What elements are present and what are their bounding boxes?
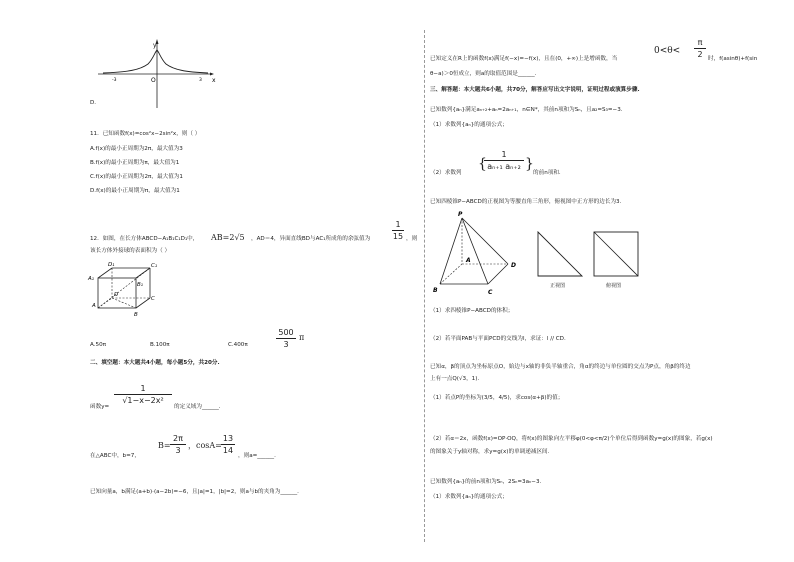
function-graph: [98, 38, 218, 108]
label-d1: D₁: [108, 262, 115, 268]
q17-frac-den: aₙ₊₁ aₙ₊₂: [487, 162, 521, 171]
label-a1: A₁: [88, 276, 94, 282]
q17-fraction: [484, 150, 524, 171]
q17-part2-suffix: 的前n项和.: [533, 170, 561, 176]
q14-prefix: 在△ABC中，b=7，: [90, 453, 140, 459]
q12-option-c: C.400π: [228, 342, 248, 348]
option-d-label: D.: [90, 100, 97, 106]
q11-stem: 11．已知函数f(x)=cos²x−2sin²x，则（ ）: [90, 131, 201, 137]
q12-option-d-fraction: [276, 328, 296, 349]
q12-stem-a: 12．如图，在长方体ABCD−A₁B₁C₁D₁中，: [90, 236, 199, 242]
label-a: A: [92, 303, 96, 309]
q19-stem2: 上有一点Q(√3，1).: [430, 376, 480, 382]
q13-suffix: 的定义域为______.: [174, 404, 221, 410]
section-3-heading: 三、解答题：本大题共6小题，共70分，解答应写出文字说明，证明过程或演算步骤.: [430, 87, 640, 93]
q14-cos-eq: ，cosA=: [188, 441, 222, 450]
q15-text: 已知向量a，b满足(a+b)·(a−2b)=−6，且|a|=1，|b|=2，则a与b的夹角为______.: [90, 489, 299, 495]
x-label: x: [212, 77, 216, 84]
q19-part2a: （2）若α＝2x，函数f(x)=OP·OQ，将f(x)的图象向左平移φ(0<φ<π/2)个单位后得到函数y=g(x)的图象，若g(x): [430, 436, 713, 442]
x-axis-arrow: [210, 73, 214, 76]
q14-cos-fraction: [221, 434, 235, 455]
q13-frac-den: √1−x−2x²: [122, 396, 164, 405]
q19-part1: （1）若点P的坐标为(3/5，4/5)，求cos(α+β)的值；: [430, 395, 564, 401]
q16-fraction: [694, 38, 706, 59]
q17-stem: 已知数列{aₙ}满足aₙ₊₂+aₙ=2aₙ₊₁，n∈N*，其前n项和为Sₙ，且a₂=S₃=−3.: [430, 107, 623, 113]
q12-frac-num: 1: [395, 220, 401, 229]
label-p: P: [458, 211, 463, 218]
q14-cos-den: 14: [222, 446, 234, 455]
label-d: D: [114, 292, 119, 298]
q17-part2-prefix: （2）求数列: [430, 170, 462, 176]
q14-cos-num: 13: [222, 434, 234, 443]
top-view-label: 俯视图: [606, 283, 622, 289]
label-b: B: [433, 287, 438, 294]
q16-frac-den: 2: [697, 50, 703, 59]
q12-opt-d-num: 500: [278, 328, 294, 337]
tick-pos: 3: [199, 78, 202, 83]
q12-option-a: A.50π: [90, 342, 106, 348]
q14-b-num: 2π: [173, 434, 183, 443]
q20-part1: （1）求数列{aₙ}的通项公式；: [430, 494, 508, 500]
label-c: C: [488, 289, 493, 296]
q16-frac-num: π: [697, 38, 703, 47]
q11-option-a: A.f(x)的最小正周期为2π，最大值为3: [90, 146, 183, 152]
top-view-figure: [592, 230, 642, 280]
q11-option-b: B.f(x)的最小正周期为π，最大值为1: [90, 160, 180, 166]
q14-suffix: ，则a=______.: [238, 453, 276, 459]
q12-option-b: B.100π: [150, 342, 170, 348]
q16-inequality: 0<θ<: [654, 46, 681, 56]
q17-brace-close: }: [525, 156, 534, 172]
q11-option-d: D.f(x)的最小正周期为π，最大值为1: [90, 188, 180, 194]
q16-line2: θ−a)＞0恒成立，则a的取值范围是______.: [430, 71, 537, 77]
label-b1: B₁: [137, 282, 143, 288]
label-c1: C₁: [151, 263, 158, 269]
front-view-label: 正视图: [550, 283, 566, 289]
cuboid-figure: [88, 258, 164, 318]
q14-b-fraction: [170, 434, 186, 455]
q13-fraction: [114, 384, 172, 405]
right-column: [430, 0, 770, 562]
q17-frac-num: 1: [501, 150, 507, 159]
q12-stem-b: ，AD＝4，异面直线BD与AC₁所成角的余弦值为: [251, 236, 371, 242]
q19-part2b: 的图象关于y轴对称，求y=g(x)的单调递减区间.: [430, 449, 550, 455]
q12-fraction: [392, 220, 404, 241]
q14-b-eq: B=: [158, 441, 171, 450]
y-label: y: [153, 42, 157, 49]
q11-option-c: C.f(x)的最小正周期为2π，最大值为1: [90, 174, 183, 180]
label-d: D: [511, 262, 516, 269]
front-view-figure: [536, 230, 586, 280]
q12-stem-c: ，则: [406, 236, 418, 242]
q18-part2: （2）若平面PAB与平面PCD的交线为l，求证：l // CD.: [430, 336, 566, 342]
q16-line1b: 时，f(asinθ)+f(sin: [708, 56, 758, 62]
label-b: B: [134, 312, 138, 318]
q17-brace-open: {: [478, 156, 487, 172]
q13-frac-num: 1: [140, 384, 146, 393]
q17-part1: （1）求数列{aₙ}的通项公式；: [430, 122, 508, 128]
left-column: [88, 0, 418, 562]
q12-frac-den: 15: [392, 232, 404, 241]
q12-opt-d-den: 3: [283, 340, 289, 349]
q20-stem: 已知数列{aₙ}的前n项和为Sₙ，2Sₙ=3aₙ−3.: [430, 479, 542, 485]
column-divider: [424, 30, 425, 542]
q16-line1a: 已知定义在R上的函数f(x)满足f(−x)=−f(x)，且在(0，+∞)上是增函数，当: [430, 56, 618, 62]
tick-neg: -3: [112, 78, 117, 83]
q12-stem-d: 该长方体外接球的表面积为（ ）: [90, 248, 171, 254]
label-c: C: [151, 296, 155, 302]
pyramid-figure: [432, 208, 522, 296]
label-a: A: [466, 257, 471, 264]
origin-label: O: [151, 77, 156, 84]
q12-ab: AB=2√5: [211, 233, 245, 242]
q18-stem: 已知四棱锥P−ABCD的正视图为等腰直角三角形，俯视图中正方形的边长为3.: [430, 199, 622, 205]
q18-part1: （1）求四棱锥P−ABCD的体积；: [430, 308, 514, 314]
q14-b-den: 3: [175, 446, 181, 455]
q19-stem1: 已知α，β的顶点为坐标原点O，始边与x轴的非负半轴重合，角α的终边与单位圆的交点为P点，角β的终边: [430, 364, 691, 370]
curve: [103, 50, 208, 73]
q13-prefix: 函数y=: [90, 404, 110, 410]
q12-opt-d-pi: π: [299, 333, 305, 342]
section-2-heading: 二、填空题：本大题共4小题，每小题5分，共20分.: [90, 360, 220, 366]
